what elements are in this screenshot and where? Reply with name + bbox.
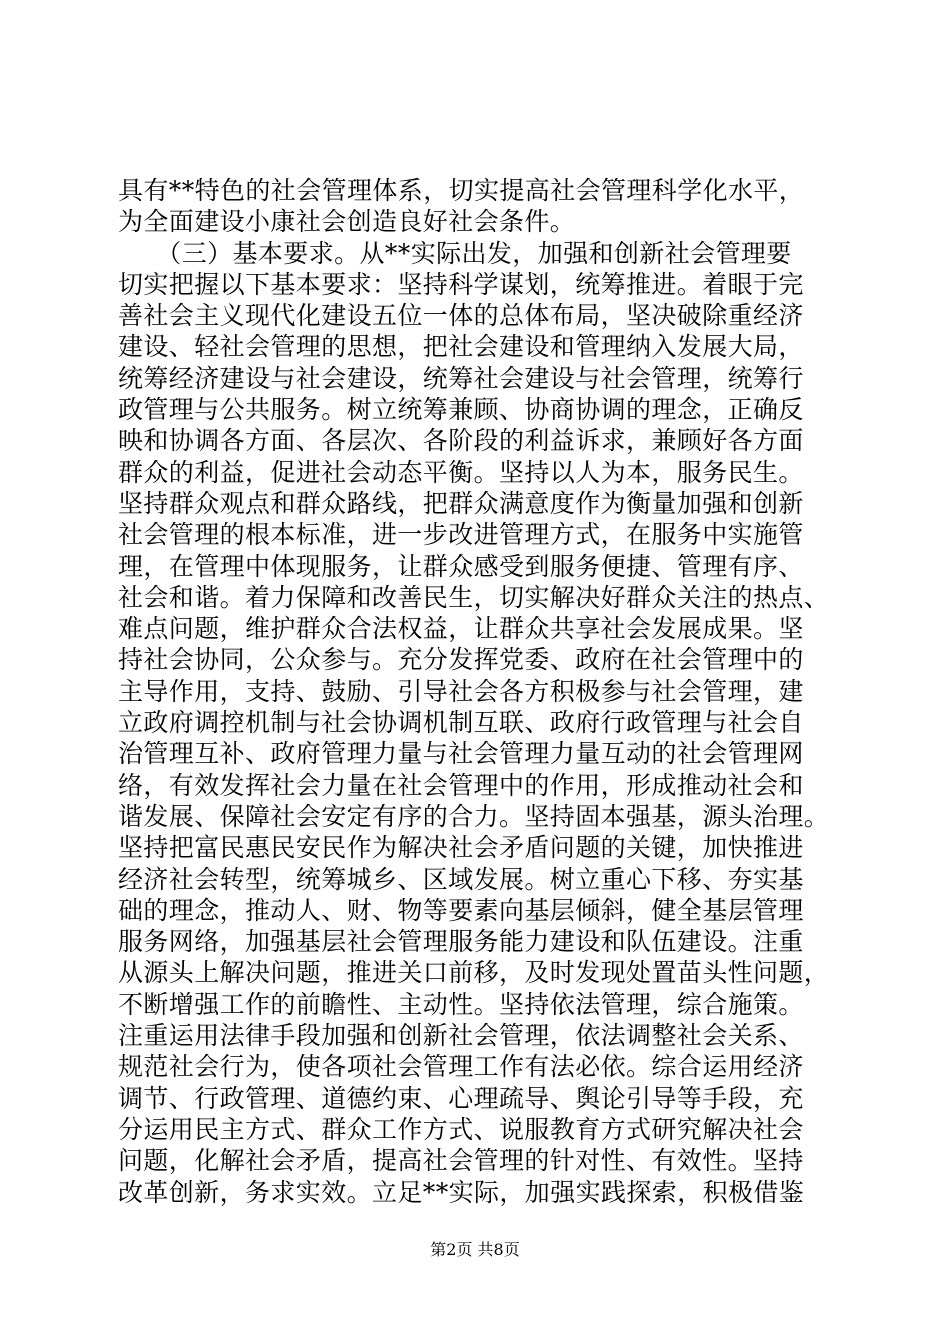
text-line: 改革创新，务求实效。立足**实际，加强实践探索，积极借鉴 xyxy=(118,1177,805,1207)
text-line: 统筹经济建设与社会建设，统筹社会建设与社会管理，统筹行 xyxy=(118,363,804,393)
text-line: 础的理念，推动人、财、物等要素向基层倾斜，健全基层管理 xyxy=(118,895,804,925)
text-line: 问题，化解社会矛盾，提高社会管理的针对性、有效性。坚持 xyxy=(118,1146,804,1176)
text-line: 坚持把富民惠民安民作为解决社会矛盾问题的关键，加快推进 xyxy=(118,833,804,863)
text-line: 具有**特色的社会管理体系，切实提高社会管理科学化水平， xyxy=(118,176,805,205)
body-text xyxy=(118,175,838,1208)
text-line: 理，在管理中体现服务，让群众感受到服务便捷、管理有序、 xyxy=(118,551,804,581)
text-line: 谐发展、保障社会安定有序的合力。坚持固本强基，源头治理。 xyxy=(118,801,830,831)
text-line: 注重运用法律手段加强和创新社会管理，依法调整社会关系、 xyxy=(118,1021,804,1051)
text-line: 经济社会转型，统筹城乡、区域发展。树立重心下移、夯实基 xyxy=(118,864,804,894)
text-line: 不断增强工作的前瞻性、主动性。坚持依法管理，综合施策。 xyxy=(118,989,804,1019)
text-line: 分运用民主方式、群众工作方式、说服教育方式研究解决社会 xyxy=(118,1114,804,1144)
text-line: 群众的利益，促进社会动态平衡。坚持以人为本，服务民生。 xyxy=(118,457,804,487)
text-line: 社会管理的根本标准，进一步改进管理方式，在服务中实施管 xyxy=(118,520,804,550)
text-line: 坚持群众观点和群众路线，把群众满意度作为衡量加强和创新 xyxy=(118,488,804,518)
text-line: 善社会主义现代化建设五位一体的总体布局，坚决破除重经济 xyxy=(118,301,804,331)
text-line: 切实把握以下基本要求：坚持科学谋划，统筹推进。着眼于完 xyxy=(118,269,804,299)
text-line: 为全面建设小康社会创造良好社会条件。 xyxy=(118,207,576,237)
text-line: 从源头上解决问题，推进关口前移，及时发现处置苗头性问题， xyxy=(118,958,830,988)
text-line: 调节、行政管理、道德约束、心理疏导、舆论引导等手段，充 xyxy=(118,1083,804,1113)
text-line: 映和协调各方面、各层次、各阶段的利益诉求，兼顾好各方面 xyxy=(118,426,804,456)
text-line: 难点问题，维护群众合法权益，让群众共享社会发展成果。坚 xyxy=(118,614,804,644)
text-line: 立政府调控机制与社会协调机制互联、政府行政管理与社会自 xyxy=(118,708,804,738)
text-line: 络，有效发挥社会力量在社会管理中的作用，形成推动社会和 xyxy=(118,770,804,800)
text-line: 规范社会行为，使各项社会管理工作有法必依。综合运用经济 xyxy=(118,1052,804,1082)
text-line: 服务网络，加强基层社会管理服务能力建设和队伍建设。注重 xyxy=(118,927,804,957)
text-line: 建设、轻社会管理的思想，把社会建设和管理纳入发展大局， xyxy=(118,332,804,362)
page-footer: 第2页 共8页 xyxy=(430,1240,520,1259)
text-line: 治管理互补、政府管理力量与社会管理力量互动的社会管理网 xyxy=(118,739,804,769)
text-line: 政管理与公共服务。树立统筹兼顾、协商协调的理念，正确反 xyxy=(118,395,804,425)
text-line: 持社会协同，公众参与。充分发挥党委、政府在社会管理中的 xyxy=(118,645,804,675)
text-line: 主导作用，支持、鼓励、引导社会各方积极参与社会管理，建 xyxy=(118,676,804,706)
text-line: 社会和谐。着力保障和改善民生，切实解决好群众关注的热点、 xyxy=(118,582,830,612)
text-line: （三）基本要求。从**实际出发，加强和创新社会管理要 xyxy=(118,238,792,268)
